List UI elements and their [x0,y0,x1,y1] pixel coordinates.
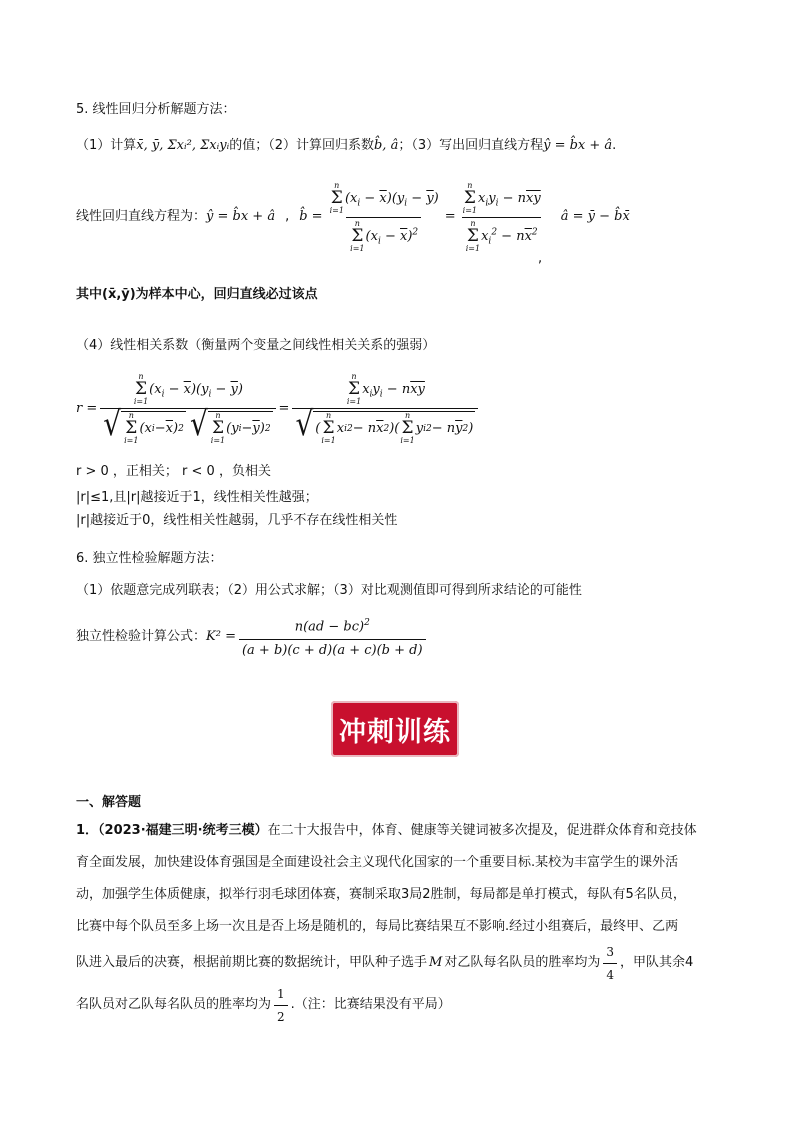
section-6-steps: （1）依题意完成列联表；（2）用公式求解；（3）对比观测值即可得到所求结论的可能性 [76,583,582,598]
sample-center-note: 其中(x̄,ȳ)为样本中心，回归直线必过该点 [76,287,318,302]
b-hat-label: b̂ = [299,209,323,224]
question-number: 1． [76,823,99,838]
b-hat-fraction-1: n Σ i=1 $(x_i - \overline{x})(y_i - \overline{y})$ n Σ i=1 $(x_i - \overline{x})^2$ [329,180,439,253]
chi-square-label: 独立性检验计算公式： [76,629,207,644]
banner-text: 冲刺训练 [339,716,451,748]
k2-fraction: $\frac{n(ad - bc)^2}{(a + b)(c + d)(a + c)(b + d)}$ [239,614,426,659]
correlation-strong: |r|≤1,且|r|越接近于1，线性相关性越强； [76,490,318,505]
sum-variables: x̄, ȳ, Σxᵢ², Σxᵢyᵢ [136,138,230,153]
step-line: （1）计算x̄, ȳ, Σxᵢ², Σxᵢyᵢ的值；（2）计算回归系数b̂, â；（3）写出回归直线方程ŷ = b̂x + â. [76,138,617,153]
part-title: 一、解答题 [76,795,142,810]
correlation-sign: r > 0 ，正相关； r < 0 ，负相关 [76,464,271,479]
chi-square-formula [76,612,429,662]
a-hat-formula: â = ȳ − b̂x̄ [560,209,630,224]
regression-equation-short: ŷ = b̂x + â [543,138,613,153]
probability-fraction-2: $\frac{1}{2}$ [274,985,288,1026]
question-1-line-3: 动，加强学生体质健康，拟举行羽毛球团体赛，赛制采取3局2胜制，每局都是单打模式，每队有5名队员， [76,887,686,902]
question-source: （2023·福建三明·统考三模） [98,823,268,838]
regression-formula-line: 线性回归直线方程为： ŷ = b̂x + â , b̂ = n Σ i=1 $(x_i - \overline{x})(y_i - \overline{y})$ n Σ i=1 $(x_i - \overline{x})^2$ = n Σ i=1 $x_iy_i - n\overline{xy}$ n Σ i=1 $x_i^2 - n\overline{x}^2$ â = ȳ − b̂x̄ [76,180,630,253]
step-3-text: ；（3）写出回归直线方程 [398,138,544,153]
regression-coefficients: b̂, â [373,138,399,153]
section-6-title: 6. 独立性检验解题方法： [76,551,223,566]
r-fraction-1: n Σ i=1 $(x_i - \overline{x})(y_i - \overline{y})$ √ n Σ i=1 (x i − $\overline{x}$ ) 2 √ n Σ i=1 (y i − $\overline{y}$ ) 2 [100,373,275,445]
regression-label: 线性回归直线方程为： [76,209,207,224]
correlation-weak: |r|越接近于0，线性相关性越弱，几乎不存在线性相关性 [76,513,398,528]
question-1-line-6: 名队员对乙队每名队员的胜率均为 $\frac{1}{2}$ .（注：比赛结果没有平局） [76,986,451,1024]
probability-fraction-1: $\frac{3}{4}$ [603,943,617,984]
r-label: r = [76,401,98,416]
regression-equation: ŷ = b̂x + â [206,209,276,224]
step-2-text: 的值；（2）计算回归系数 [229,138,374,153]
question-1-line-4: 比赛中每个队员至多上场一次且是否上场是随机的，每局比赛结果互不影响.经过小组赛后，最终甲、乙两 [76,919,679,934]
r-fraction-2: n Σ i=1 $x_iy_i - n\overline{xy}$ √ ( n Σ i=1 x i 2 − n $\overline{x}$ 2 )( n Σ i=1 y i 2 − n $\overline{y}$ 2 ) [292,373,478,445]
question-1-line-5: 队进入最后的决赛，根据前期比赛的数据统计，甲队种子选手 M 对乙队每名队员的胜率均为 $\frac{3}{4}$ ，甲队其余4 [76,944,694,982]
b-hat-fraction-2: n Σ i=1 $x_iy_i - n\overline{xy}$ n Σ i=1 $x_i^2 - n\overline{x}^2$ [462,180,541,253]
sprint-training-banner [331,701,459,757]
k2-label: K² = [206,629,236,644]
question-1-line-2: 育全面发展，加快建设体育强国是全面建设社会主义现代化国家的一个重要目标.某校为丰富学生的课外活 [76,855,679,870]
question-1-line-1: 1．（2023·福建三明·统考三模）在二十大报告中，体育、健康等关键词被多次提及，促进群众体育和竞技体 [76,823,697,838]
correlation-formula: r = n Σ i=1 $(x_i - \overline{x})(y_i - \overline{y})$ √ n Σ i=1 (x i − $\overline{x}$ ) 2 √ n Σ i=1 (y i − $\overline{y}$ ) 2 = n Σ i=1 $x_iy_i - n\overline{xy}$ √ ( n Σ i=1 x i 2 − n $\overline{x}$ 2 )( n Σ i=1 y i 2 − n $\overline{y}$ 2 ) [76,363,481,455]
document-page: 5. 线性回归分析解题方法： （1）计算x̄, ȳ, Σxᵢ², Σxᵢyᵢ的值；（2）计算回归系数b̂, â；（3）写出回归直线方程ŷ = b̂x + â. 线性回归直线方程为： ŷ = b̂x + â , b̂ = n Σ i=1 $(x_i - \overline{x})(y_i - \overline{y})$ n Σ i=1 $(x_i - \overline{x})^2$ = n Σ i=1 $x_iy_i - n\overline{xy}$ n Σ i=1 $x_i^2 - n\overline{x}^2$ â = ȳ − b̂x̄ , 其中(x̄,ȳ)为样本中心，回归直线必过该点 （4）线性相关系数（衡量两个变量之间线性相关关系的强弱） r = n Σ i=1 $(x_i - \overline{x})(y_i - \overline{y})$ √ n Σ i=1 (x i − $\overline{x}$ ) 2 √ n Σ i=1 (y i − $\overline{y}$ ) 2 = n Σ i=1 $x_iy_i - n\overline{xy}$ √ ( n Σ i=1 x i 2 − n $\overline{x}$ 2 )( n Σ i=1 y i 2 − n $\overline{y}$ 2 ) r > 0 ，正相关； r < 0 ，负相关 |r|≤1,且|r|越接近于1，线性相关性越强； |r|越接近于0，线性相关性越弱，几乎不存在线性相关性 6. 独立性检验解题方法： （1）依题意完成列联表；（2）用公式求解；（3）对比观测值即可得到所求结论的可能性 独立性检验计算公式： K² = $\frac{n(ad - bc)^2}{(a + b)(c + d)(a + c)(b + d)}$ 冲刺训练 一、解答题 1．（2023·福建三明·统考三模）在二十大报告中，体育、健康等关键词被多次提及，促进群众体育和竞技体 育全面发展，加快建设体育强国是全面建设社会主义现代化国家的一个重要目标.某校为丰富学生的课外活 动，加强学生体质健康，拟举行羽毛球团体赛，赛制采取3局2胜制，每局都是单打模式，每队有5名队员， 比赛中每个队员至多上场一次且是否上场是随机的，每局比赛结果互不影响.经过小组赛后，最终甲、乙两 队进入最后的决赛，根据前期比赛的数据统计，甲队种子选手 M 对乙队每名队员的胜率均为 $\frac{3}{4}$ ，甲队其余4 名队员对乙队每名队员的胜率均为 $\frac{1}{2}$ .（注：比赛结果没有平局） [76,102,697,1024]
correlation-title: （4）线性相关系数（衡量两个变量之间线性相关关系的强弱） [76,338,436,353]
step-1-text: （1）计算 [76,138,137,153]
seed-player: M [429,955,443,970]
section-5-title: 5. 线性回归分析解题方法： [76,102,236,117]
